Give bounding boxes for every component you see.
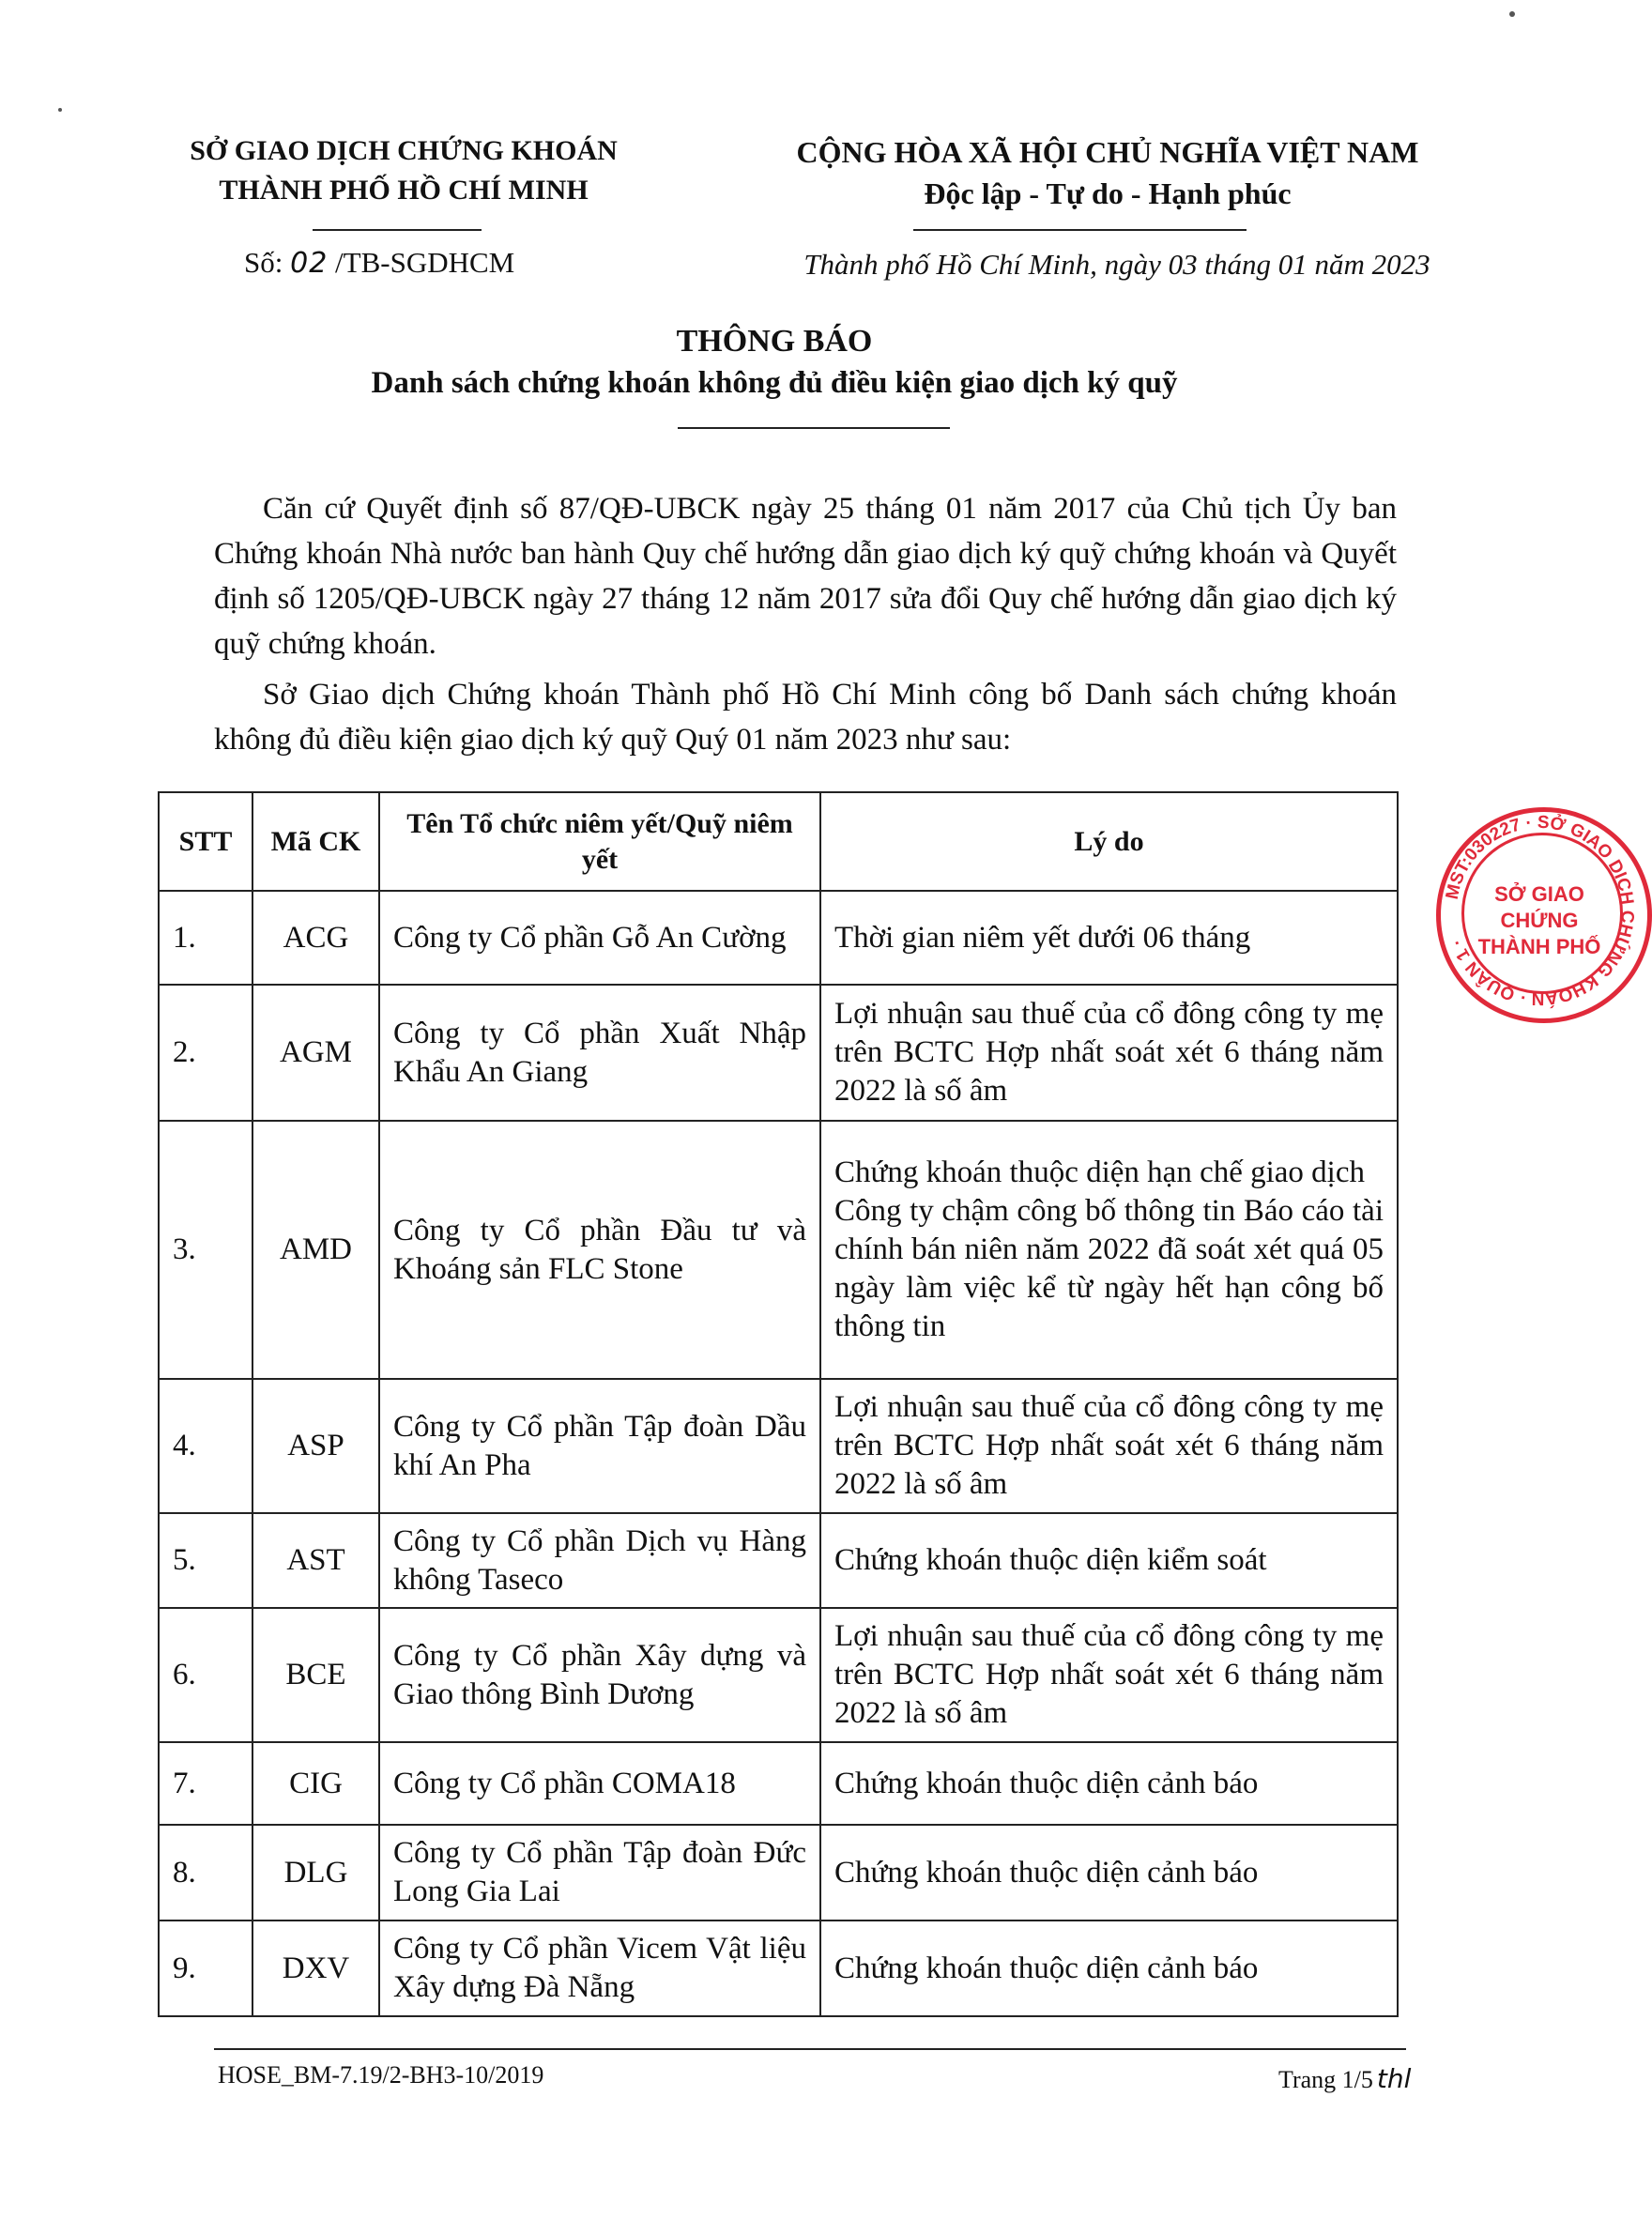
table-body xyxy=(159,891,1398,2016)
header-ly-do: Lý do xyxy=(820,792,1398,891)
row-reason xyxy=(820,1121,1398,1379)
reason-line: Lợi nhuận sau thuế của cổ đông công ty mẹ trên BCTC Hợp nhất soát xét 6 tháng năm 2022 là số âm xyxy=(834,1390,1384,1501)
reason-line: Lợi nhuận sau thuế của cổ đông công ty mẹ trên BCTC Hợp nhất soát xét 6 tháng năm 2022 là số âm xyxy=(834,997,1384,1108)
row-ma-ck: CIG xyxy=(252,1742,379,1825)
national-title: CỘNG HÒA XÃ HỘI CHỦ NGHĨA VIỆT NAM xyxy=(796,135,1419,169)
national-header xyxy=(742,131,1474,214)
page-label: Trang 1/5 xyxy=(1278,2066,1373,2093)
legal-basis-paragraph xyxy=(214,486,1397,666)
reason-line: Chứng khoán thuộc diện cảnh báo xyxy=(834,1855,1259,1890)
row-company-name: Công ty Cổ phần Đầu tư và Khoáng sản FLC Stone xyxy=(379,1121,820,1379)
table-row xyxy=(159,1513,1398,1608)
row-ma-ck: ACG xyxy=(252,891,379,985)
row-stt: 1. xyxy=(159,891,252,985)
page-number xyxy=(1278,2063,1411,2094)
row-reason xyxy=(820,1825,1398,1921)
row-company-name: Công ty Cổ phần Gỗ An Cường xyxy=(379,891,820,985)
row-company-name: Công ty Cổ phần Vicem Vật liệu Xây dựng Đà Nẵng xyxy=(379,1921,820,2016)
row-reason xyxy=(820,891,1398,985)
national-motto: Độc lập - Tự do - Hạnh phúc xyxy=(924,176,1292,210)
securities-table xyxy=(158,791,1399,2017)
header-ma-ck: Mã CK xyxy=(252,792,379,891)
row-company-name: Công ty Cổ phần Xây dựng và Giao thông Bình Dương xyxy=(379,1608,820,1742)
reason-line: Chứng khoán thuộc diện cảnh báo xyxy=(834,1951,1259,1985)
row-ma-ck: BCE xyxy=(252,1608,379,1742)
row-stt: 9. xyxy=(159,1921,252,2016)
row-ma-ck: DLG xyxy=(252,1825,379,1921)
row-company-name: Công ty Cổ phần Tập đoàn Dầu khí An Pha xyxy=(379,1379,820,1513)
doc-number-prefix: Số: xyxy=(244,246,291,279)
table-row xyxy=(159,985,1398,1121)
reason-line: Chứng khoán thuộc diện hạn chế giao dịch xyxy=(834,1155,1365,1189)
table-row xyxy=(159,1608,1398,1742)
footer-rule xyxy=(214,2048,1406,2050)
seal-lettering xyxy=(1436,807,1643,1014)
table-row xyxy=(159,1825,1398,1921)
notice-subtitle: Danh sách chứng khoán không đủ điều kiện giao dịch ký quỹ xyxy=(371,366,1178,400)
row-reason xyxy=(820,1379,1398,1513)
reason-line: Công ty chậm công bố thông tin Báo cáo tài chính bán niên năm 2022 đã soát xét quá 05 ngày làm việc kể từ ngày hết hạn công bố thông tin xyxy=(834,1194,1384,1343)
header-stt: STT xyxy=(159,792,252,891)
row-stt: 6. xyxy=(159,1608,252,1742)
motto-underline xyxy=(913,229,1247,231)
doc-number-suffix: /TB-SGDHCM xyxy=(328,246,515,279)
scan-speck xyxy=(58,108,62,112)
title-underline xyxy=(678,427,950,429)
table-row xyxy=(159,891,1398,985)
row-stt: 7. xyxy=(159,1742,252,1825)
row-company-name: Công ty Cổ phần Xuất Nhập Khẩu An Giang xyxy=(379,985,820,1121)
row-reason xyxy=(820,1608,1398,1742)
reason-line: Thời gian niêm yết dưới 06 tháng xyxy=(834,920,1251,955)
svg-text:SỞ GIAO: SỞ GIAO xyxy=(1494,882,1584,906)
issuer-line-1: SỞ GIAO DỊCH CHỨNG KHOÁN xyxy=(190,135,618,166)
row-ma-ck: AGM xyxy=(252,985,379,1121)
row-company-name: Công ty Cổ phần Dịch vụ Hàng không Taseco xyxy=(379,1513,820,1608)
svg-text:CHỨNG: CHỨNG xyxy=(1500,909,1579,932)
paragraph-1: Căn cứ Quyết định số 87/QĐ-UBCK ngày 25 tháng 01 năm 2017 của Chủ tịch Ủy ban Chứng khoán Nhà nước ban hành Quy chế hướng dẫn giao dịch ký quỹ chứng khoán và Quyết định số 1205/QĐ-UBCK ngày 27 tháng 12 năm 2017 sửa đổi Quy chế hướng dẫn giao dịch ký quỹ chứng khoán. xyxy=(214,492,1397,661)
document-number xyxy=(244,246,514,280)
table-row xyxy=(159,1742,1398,1825)
table-row xyxy=(159,1921,1398,2016)
row-stt: 4. xyxy=(159,1379,252,1513)
company-seal xyxy=(1436,807,1652,1023)
row-stt: 5. xyxy=(159,1513,252,1608)
reason-line: Chứng khoán thuộc diện kiểm soát xyxy=(834,1543,1267,1577)
doc-number-handwritten: 02 xyxy=(290,247,329,280)
row-stt: 3. xyxy=(159,1121,252,1379)
row-ma-ck: AST xyxy=(252,1513,379,1608)
paragraph-2: Sở Giao dịch Chứng khoán Thành phố Hồ Chí Minh công bố Danh sách chứng khoán không đủ điều kiện giao dịch ký quỹ Quý 01 năm 2023 như sau: xyxy=(214,678,1397,757)
table-row xyxy=(159,1379,1398,1513)
issuer-underline xyxy=(313,229,482,231)
row-reason xyxy=(820,985,1398,1121)
reason-line: Chứng khoán thuộc diện cảnh báo xyxy=(834,1766,1259,1800)
place-date: Thành phố Hồ Chí Minh, ngày 03 tháng 01 năm 2023 xyxy=(803,248,1430,281)
row-company-name: Công ty Cổ phần COMA18 xyxy=(379,1742,820,1825)
row-ma-ck: AMD xyxy=(252,1121,379,1379)
table-row xyxy=(159,1121,1398,1379)
announcement-paragraph xyxy=(214,672,1397,762)
row-ma-ck: ASP xyxy=(252,1379,379,1513)
row-company-name: Công ty Cổ phần Tập đoàn Đức Long Gia Lai xyxy=(379,1825,820,1921)
row-reason xyxy=(820,1921,1398,2016)
row-stt: 8. xyxy=(159,1825,252,1921)
row-reason xyxy=(820,1513,1398,1608)
row-stt: 2. xyxy=(159,985,252,1121)
scan-speck xyxy=(1509,11,1515,17)
row-ma-ck: DXV xyxy=(252,1921,379,2016)
row-reason xyxy=(820,1742,1398,1825)
table-header-row xyxy=(159,792,1398,891)
notice-title: THÔNG BÁO xyxy=(676,324,873,359)
issuer-line-2: THÀNH PHỐ HỒ CHÍ MINH xyxy=(219,175,589,206)
svg-text:MST:030227 · SỞ GIAO DỊCH CHỨN: MST:030227 · SỞ GIAO DỊCH CHỨNG KHOÁN · QUẬN 1 · xyxy=(1442,812,1638,1009)
form-code: HOSE_BM-7.19/2-BH3-10/2019 xyxy=(218,2061,544,2089)
svg-text:THÀNH PHỐ: THÀNH PHỐ xyxy=(1477,935,1601,958)
reason-line: Lợi nhuận sau thuế của cổ đông công ty mẹ trên BCTC Hợp nhất soát xét 6 tháng năm 2022 là số âm xyxy=(834,1619,1384,1730)
header-ten: Tên Tổ chức niêm yết/Quỹ niêm yết xyxy=(379,792,820,891)
issuer-header xyxy=(150,131,657,210)
page-initials: thl xyxy=(1376,2063,1412,2094)
